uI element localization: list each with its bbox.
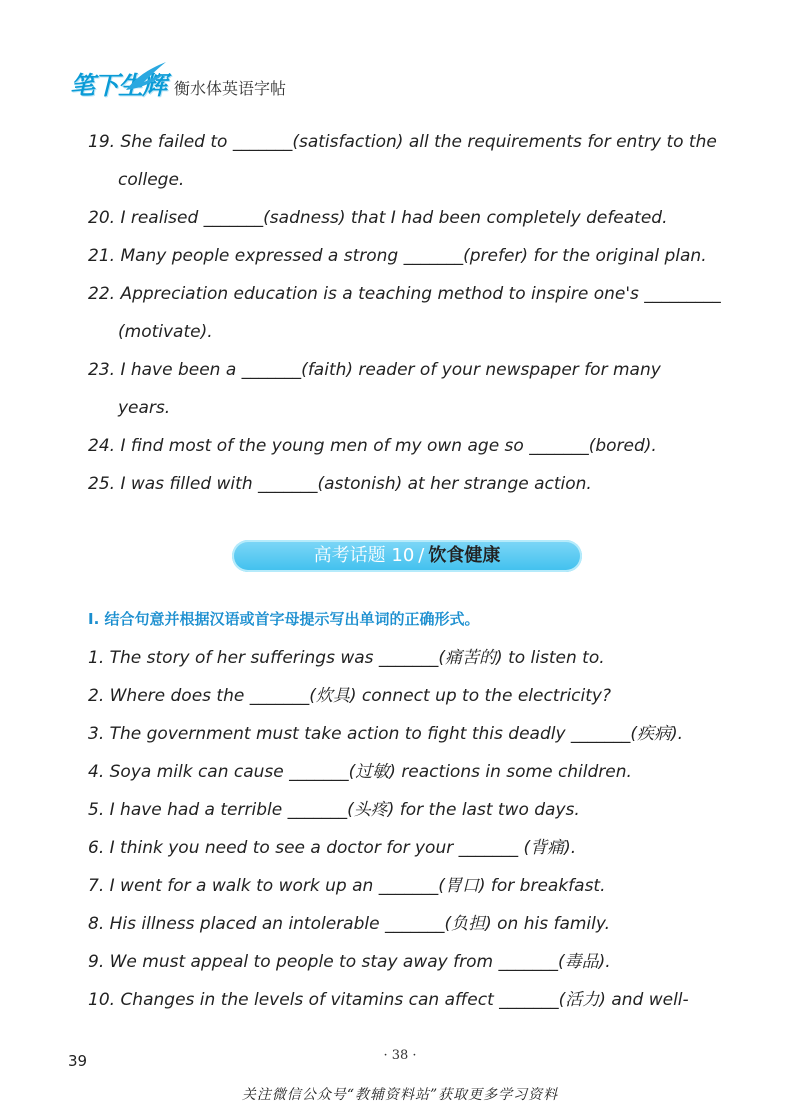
exercise-line: 7. I went for a walk to work up an _______(胃口) for breakfast. [88, 876, 606, 896]
exercise-line: 22. Appreciation education is a teaching method to inspire one's _________ [88, 284, 721, 304]
topic-label: 高考话题 10 [313, 545, 415, 566]
page-number-left: 39 [68, 1052, 88, 1070]
exercise-line: 2. Where does the _______(炊具) connect up to the electricity? [88, 686, 611, 706]
exercise-line: 24. I find most of the young men of my own age so _______(bored). [88, 436, 657, 456]
exercise-line: years. [118, 398, 171, 418]
exercise-line: 4. Soya milk can cause _______(过敏) reactions in some children. [88, 762, 632, 782]
header-subtitle: 衡水体英语字帖 [174, 79, 287, 98]
exercise-line: college. [118, 170, 185, 190]
exercise-line: 19. She failed to _______(satisfaction) all the requirements for entry to the [88, 132, 717, 152]
topic-name: 饮食健康 [428, 545, 501, 566]
page-header [70, 66, 470, 114]
exercise-line: 3. The government must take action to fight this deadly _______(疾病). [88, 724, 684, 744]
footer-note: 关注微信公众号“教辅资料站”获取更多学习资料 [241, 1087, 559, 1103]
exercise-line: 9. We must appeal to people to stay away from _______(毒品). [88, 952, 611, 972]
brand-logo: 笔下生辉 [70, 71, 167, 100]
exercise-line: (motivate). [118, 322, 213, 342]
section-title: I. 结合句意并根据汉语或首字母提示写出单词的正确形式。 [88, 610, 480, 628]
exercise-line: 20. I realised _______(sadness) that I had been completely defeated. [88, 208, 668, 228]
exercise-line: 23. I have been a _______(faith) reader of your newspaper for many [88, 360, 661, 380]
exercise-line: 1. The story of her sufferings was _______(痛苦的) to listen to. [88, 648, 605, 668]
exercise-line: 10. Changes in the levels of vitamins can affect _______(活力) and well- [88, 990, 689, 1010]
exercise-line: 8. His illness placed an intolerable _______(负担) on his family. [88, 914, 611, 934]
exercise-line: 21. Many people expressed a strong _______(prefer) for the original plan. [88, 246, 707, 266]
exercise-line: 25. I was filled with _______(astonish) at her strange action. [88, 474, 592, 494]
wing-icon [122, 60, 168, 94]
topic-slash: / [418, 545, 425, 566]
page-number-center: · 38 · [383, 1048, 417, 1063]
topic-banner [232, 540, 582, 572]
exercise-line: 6. I think you need to see a doctor for your _______ (背痛). [88, 838, 577, 858]
exercise-line: 5. I have had a terrible _______(头疼) for the last two days. [88, 800, 580, 820]
